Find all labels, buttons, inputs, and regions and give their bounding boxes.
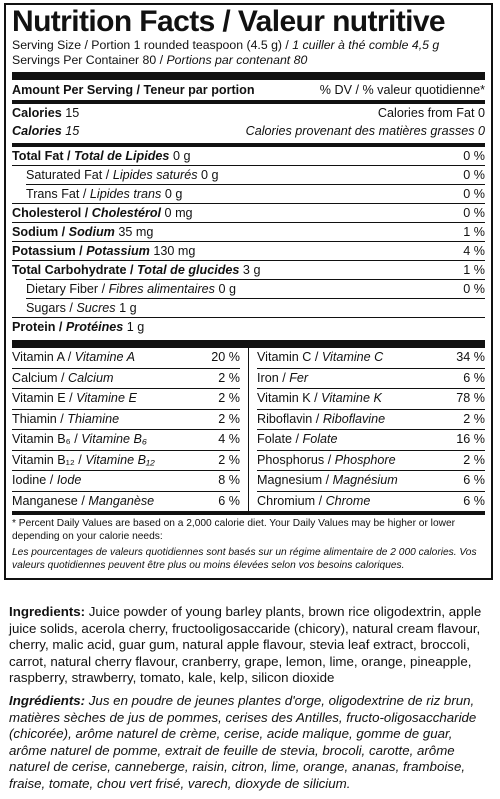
vitamin-label-en: Riboflavin / [257, 411, 323, 426]
vitamin-label-en: Calcium / [12, 370, 68, 385]
nutrient-amount: 130 mg [149, 244, 196, 258]
vitamin-row [257, 410, 485, 431]
nutrient-label-en: Dietary Fiber / [26, 282, 109, 296]
nutrient-label-fr: Total de glucides [137, 263, 240, 277]
vitamin-label-en: Manganese / [12, 493, 89, 508]
vitamin-label-fr: Iode [56, 473, 82, 487]
nutrient-dv: 0 % [463, 187, 485, 201]
vitamin-dv: 6 % [463, 493, 485, 508]
vitamin-row [257, 369, 485, 390]
vitamin-row [257, 389, 485, 410]
vitamin-dv: 2 % [218, 370, 240, 385]
nutrient-label-en: Saturated Fat / [26, 168, 113, 182]
nutrient-row-protein [12, 318, 485, 336]
dv-header: % DV / % valeur quotidienne* [319, 83, 485, 97]
vitamin-row [12, 348, 240, 369]
vitamin-row [12, 451, 240, 472]
vitamin-label-fr: Manganèse [88, 493, 155, 508]
vitamin-label-fr: Vitamine K [321, 391, 382, 405]
nutrient-row-saturated-fat [12, 166, 485, 184]
serving-size-en: Serving Size / Portion 1 rounded teaspoon (4.5 g) / [12, 38, 293, 52]
footnote-en: * Percent Daily Values are based on a 2,000 calorie diet. Your Daily Values may be higher or lower depending on your calorie needs: [12, 518, 456, 542]
footnote-fr: Les pourcentages de valeurs quotidiennes sont basés sur un régime alimentaire de 2 000 calories. Vos valeurs quotidiennes peuvent être plus ou moins élevées selon vos besoins caloriques. [12, 547, 477, 571]
vitamin-label-en: Vitamin B₆ / [12, 432, 82, 446]
vitamin-dv: 20 % [211, 350, 240, 364]
vitamin-label-fr: Riboflavine [322, 411, 386, 426]
ingredients-fr [9, 693, 493, 793]
vitamin-dv: 16 % [456, 432, 485, 446]
vitamins-left-column [12, 348, 249, 511]
vitamin-dv: 8 % [218, 473, 240, 487]
nutrient-row-total-fat [12, 147, 485, 165]
medium-divider [12, 511, 485, 515]
nutrient-label-en: Sodium / [12, 225, 69, 239]
servings-per-container [12, 53, 485, 68]
serving-size [12, 38, 485, 53]
nutrient-row-sodium [12, 223, 485, 241]
nutrient-dv: 4 % [463, 244, 485, 258]
vitamin-row [257, 430, 485, 451]
nutrient-amount: 35 mg [114, 225, 154, 239]
vitamin-dv: 4 % [218, 432, 240, 446]
vitamin-label-fr: Vitamine B₁₂ [85, 452, 155, 467]
vitamin-dv: 2 % [218, 411, 240, 426]
vitamin-label-en: Vitamin K / [257, 391, 322, 405]
thick-divider [12, 340, 485, 348]
vitamin-dv: 6 % [218, 493, 240, 508]
vitamin-dv: 78 % [456, 391, 485, 405]
nutrition-facts-panel [4, 3, 493, 580]
vitamin-row [12, 492, 240, 512]
vitamin-dv: 2 % [463, 411, 485, 426]
vitamin-label-fr: Magnésium [332, 473, 398, 487]
nutrient-list [12, 147, 485, 336]
vitamins-right-column [249, 348, 485, 511]
nutrient-row-trans-fat [12, 185, 485, 203]
nutrient-amount: 0 mg [161, 206, 193, 220]
vitamin-label-fr: Fer [289, 370, 309, 385]
vitamin-label-fr: Vitamine B₆ [81, 432, 147, 446]
vitamin-row [12, 430, 240, 451]
vitamin-row [257, 451, 485, 472]
calories-en-value: 15 [61, 106, 80, 120]
vitamin-label-en: Vitamin B₁₂ / [12, 452, 86, 467]
nutrient-row-dietary-fiber [12, 280, 485, 298]
nutrient-amount: 3 g [239, 263, 261, 277]
vitamin-dv: 2 % [218, 391, 240, 405]
calories-fr-row [12, 122, 485, 140]
vitamin-label-fr: Phosphore [334, 452, 396, 467]
nutrient-label-en: Protein / [12, 320, 66, 334]
vitamin-row [12, 471, 240, 492]
nutrient-dv: 0 % [463, 282, 485, 296]
ingredients-section [9, 604, 493, 799]
vitamin-label-en: Folate / [257, 432, 303, 446]
servings-en: Servings Per Container 80 / [12, 53, 167, 67]
nutrient-label-fr: Lipides saturés [112, 168, 198, 182]
vitamin-label-en: Vitamin C / [257, 350, 322, 364]
ingredients-fr-text: Jus en poudre de jeunes plantes d'orge, oligodextrine de riz brun, matières sèches de jus de pommes, cerises des Antilles, fructo-oligosaccharide (chicorée), arôme naturel de crème, cerise, acide malique, gomme de guar, arôme naturel de pomme, extrait de feuille de stevia, brocoli, carotte, arôme naturel de cerise, canneberge, raisin, citron, lime, orange, ananas, framboise, fraise, tomate, chou vert frisé, varech, dioxyde de silicium. [9, 692, 477, 791]
vitamin-label-en: Thiamin / [12, 411, 68, 426]
vitamin-row [12, 369, 240, 390]
vitamin-dv: 2 % [218, 452, 240, 467]
amount-header: Amount Per Serving / Teneur par portion [12, 83, 255, 97]
ingredients-en-label: Ingredients: [9, 604, 86, 619]
nutrient-amount: 1 g [123, 320, 145, 334]
nutrient-label-fr: Protéines [65, 320, 124, 334]
serving-size-fr: 1 cuiller à thé comble 4,5 g [292, 38, 440, 52]
nutrient-label-en: Potassium / [12, 244, 87, 258]
vitamin-label-en: Vitamin E / [12, 391, 77, 405]
vitamin-label-en: Chromium / [257, 493, 326, 508]
nutrient-amount: 0 g [161, 187, 183, 201]
vitamin-row [257, 492, 485, 512]
nutrient-label-fr: Lipides trans [89, 187, 162, 201]
nutrient-row-sugars [12, 299, 485, 317]
ingredients-fr-label: Ingrédients: [9, 692, 86, 708]
vitamin-label-en: Phosphorus / [257, 452, 335, 467]
vitamin-label-fr: Chrome [325, 493, 371, 508]
vitamin-row [12, 410, 240, 431]
calories-from-fat-fr: Calories provenant des matières grasses 0 [245, 124, 485, 138]
ingredients-en [9, 604, 493, 687]
vitamin-row [12, 389, 240, 410]
vitamin-label-en: Iron / [257, 370, 290, 385]
nutrient-label-fr: Fibres alimentaires [108, 282, 215, 296]
vitamin-label-en: Magnesium / [257, 473, 333, 487]
amount-per-serving-row [12, 80, 485, 100]
vitamin-dv: 6 % [463, 473, 485, 487]
nutrient-dv: 1 % [463, 225, 485, 239]
vitamin-dv: 6 % [463, 370, 485, 385]
vitamin-label-en: Iodine / [12, 473, 57, 487]
nutrient-label-fr: Total de Lipides [74, 149, 170, 163]
vitamin-label-fr: Calcium [67, 370, 114, 385]
vitamin-label-fr: Vitamine A [74, 350, 135, 364]
nutrient-label-fr: Cholestérol [91, 206, 162, 220]
nutrient-amount: 0 g [197, 168, 219, 182]
nutrient-dv: 0 % [463, 149, 485, 163]
nutrient-label-fr: Sodium [68, 225, 115, 239]
nutrient-amount: 1 g [115, 301, 137, 315]
calories-fr-label: Calories [12, 124, 62, 138]
panel-title: Nutrition Facts / Valeur nutritive [12, 5, 446, 38]
calories-en-label: Calories [12, 106, 62, 120]
nutrient-dv: 1 % [463, 263, 485, 277]
calories-from-fat-en: Calories from Fat 0 [377, 106, 485, 120]
vitamin-label-fr: Thiamine [67, 411, 120, 426]
vitamin-row [257, 348, 485, 369]
vitamins-minerals-grid [12, 348, 485, 511]
nutrient-row-total-carbohydrate [12, 261, 485, 279]
vitamin-dv: 34 % [456, 350, 485, 364]
vitamin-label-en: Vitamin A / [12, 350, 75, 364]
nutrient-amount: 0 g [214, 282, 236, 296]
vitamin-label-fr: Folate [302, 432, 338, 446]
nutrient-amount: 0 g [169, 149, 191, 163]
vitamin-label-fr: Vitamine C [321, 350, 384, 364]
calories-fr-value: 15 [61, 124, 80, 138]
ingredients-en-text: Juice powder of young barley plants, brown rice oligodextrin, apple juice solids, acerola cherry, fructooligosaccaride (chicory), natural cream flavour, cherry, malic acid, guar gum, natural apple flavour, stevia leaf extract, broccoli, carrot, natural cherry flavour, cranberry, grape, lemon, lime, orange, pineapple, raspberry, strawberry, tomato, kale, kelp, silicon dioxide [9, 604, 482, 686]
nutrient-label-en: Sugars / [26, 301, 77, 315]
nutrient-row-cholesterol [12, 204, 485, 222]
servings-fr: Portions par contenant 80 [166, 53, 308, 67]
vitamin-row [257, 471, 485, 492]
nutrient-label-fr: Sucres [76, 301, 116, 315]
nutrient-label-en: Cholesterol / [12, 206, 92, 220]
nutrient-label-en: Total Carbohydrate / [12, 263, 138, 277]
thick-divider [12, 72, 485, 80]
nutrient-label-en: Trans Fat / [26, 187, 90, 201]
nutrient-label-fr: Potassium [86, 244, 150, 258]
nutrient-row-potassium [12, 242, 485, 260]
vitamin-label-fr: Vitamine E [76, 391, 137, 405]
calories-en-row [12, 104, 485, 122]
nutrient-label-en: Total Fat / [12, 149, 75, 163]
vitamin-dv: 2 % [463, 452, 485, 467]
nutrient-dv: 0 % [463, 168, 485, 182]
nutrient-dv: 0 % [463, 206, 485, 220]
